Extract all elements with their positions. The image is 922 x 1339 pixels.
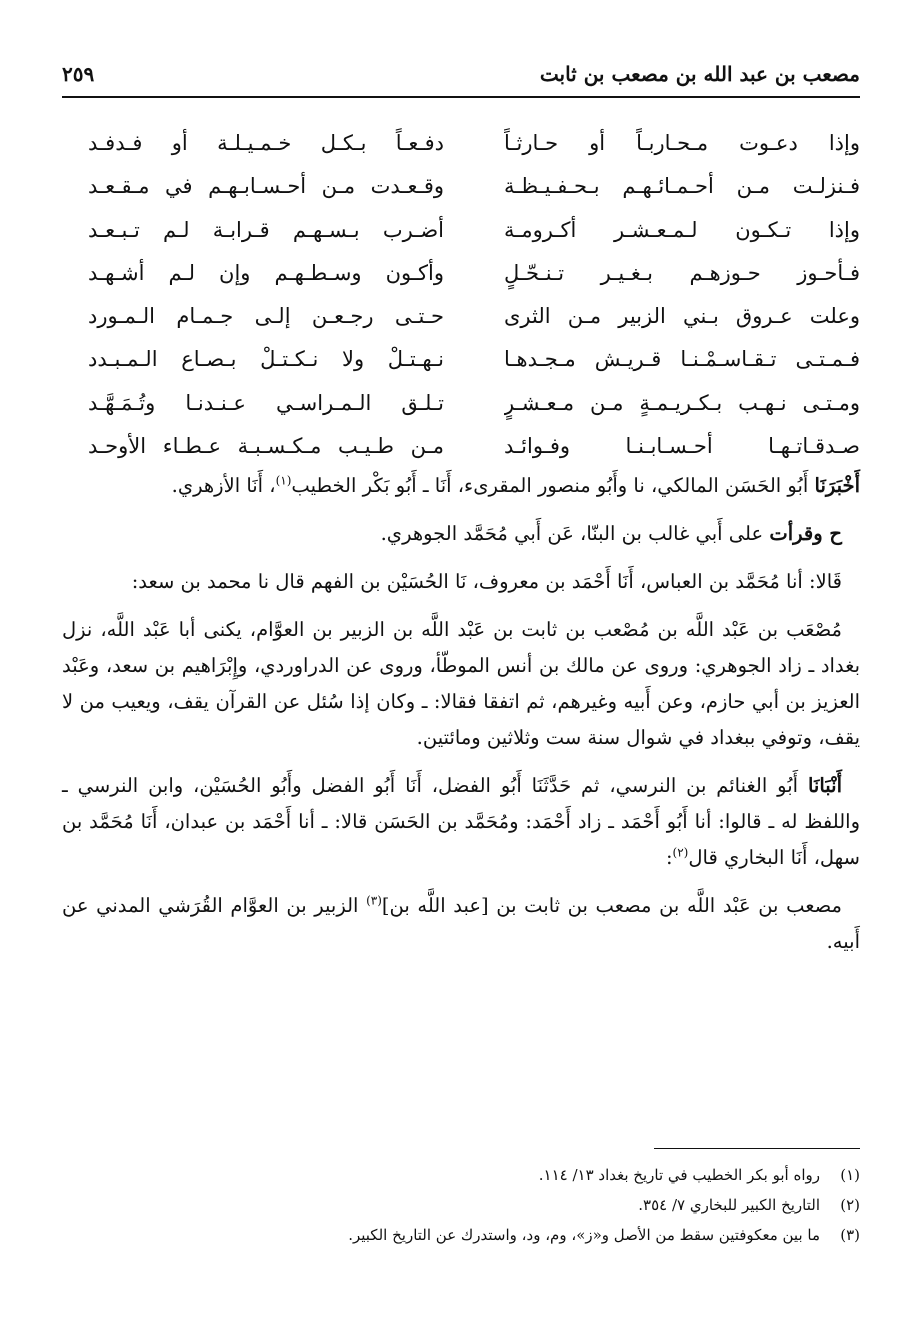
paragraph-text: على أَبي غالب بن البنّا، عَن أَبي مُحَمَّد الجوهري. <box>380 522 770 545</box>
verse-first-hemistich: فـنزلـت مـن أحـمـائـهـم بـحـفـيـظـة <box>504 174 860 199</box>
page-number: ٢٥٩ <box>62 62 95 86</box>
verse-second-hemistich: نـهـتـلْ ولا نـكـتـلْ بـصـاع الـمـبـدد <box>88 347 444 372</box>
verse-first-hemistich: صـدقـاتـهـا أحـسـابـنـا وفـوائـد <box>504 434 860 459</box>
verse-second-hemistich: أضـرب بـسـهـم قـرابـة لـم تـبـعـد <box>88 217 444 242</box>
running-title: مصعب بن عبد الله بن مصعب بن ثابت <box>539 62 860 86</box>
poem-verse <box>62 297 860 340</box>
footnote <box>62 1190 860 1220</box>
poem-verse <box>62 254 860 297</box>
footnote-text: ما بين معكوفتين سقط من الأصل و«ز»، وم، ود، واستدرك عن التاريخ الكبير. <box>348 1226 820 1244</box>
poem-verse <box>62 427 860 470</box>
narration-keyword: أَخْبَرَنَا <box>814 474 860 497</box>
poem-verse <box>62 340 860 383</box>
footnote-text: التاريخ الكبير للبخاري ٧/ ٣٥٤. <box>638 1196 820 1214</box>
footnote <box>62 1160 860 1190</box>
paragraph-text: أَبُو الحَسَن المالكي، نا وأَبُو منصور المقرىء، أَنَا ـ أَبُو بَكْر الخطيب <box>291 474 815 497</box>
poem-verse <box>62 384 860 427</box>
verse-first-hemistich: فـمـتـى تـقـاسـمْـنـا قـريـش مـجـدهـا <box>504 347 860 372</box>
verse-first-hemistich: وإذا دعـوت مـحـاربـاً أو حـارثـاً <box>504 131 860 155</box>
verse-second-hemistich: وقـعـدت مـن أحـسـابـهـم في مـقـعـد <box>88 174 444 199</box>
paragraph-text: أَبُو الغنائم بن النرسي، ثم حَدَّثَنَا أَبُو الفضل، أَنَا أَبُو الفضل وأَبُو الحُسَيْن، وابن النرسي ـ واللفظ له ـ قالوا: أنا أَبُو أَحْمَد ـ زاد أَحْمَد: ومُحَمَّد بن الحَسَن قالا: ـ أنا أَحْمَد بن عبدان، أَنَا مُحَمَّد بن سهل، أَنَا البخاري قال <box>62 774 860 869</box>
verse-first-hemistich: وعلت عـروق بـني الزبير مـن الثرى <box>504 304 860 329</box>
paragraph-text: : <box>665 846 673 869</box>
body-text <box>62 468 860 972</box>
verse-second-hemistich: تـلـق الـمـراسـي عـنـدنـا وتُـمَـهَّـد <box>88 390 444 415</box>
poem-verse <box>62 211 860 254</box>
paragraph-bukhari-quote <box>62 888 860 960</box>
footnote-number: (١) <box>840 1166 860 1184</box>
footnote-text: رواه أبو بكر الخطيب في تاريخ بغداد ١٣/ ١١٤. <box>538 1166 820 1184</box>
footnote-number: (٢) <box>840 1196 860 1214</box>
paragraph-isnad-3: قَالا: أنا مُحَمَّد بن العباس، أَنَا أَحْمَد بن معروف، نَا الحُسَيْن بن الفهم قال نا محمد بن سعد: <box>131 570 842 593</box>
verse-second-hemistich: دفـعـاً بـكـل خـمـيـلـة أو فـدفـد <box>88 131 444 155</box>
footnote-ref: (٢) <box>672 845 689 860</box>
paragraph-text: ، أَنَا الأزهري. <box>171 474 276 497</box>
paragraph-text: مصعب بن عَبْد اللَّه بن مصعب بن ثابت بن [عبد اللَّه بن] <box>381 894 842 917</box>
page-header <box>62 54 860 98</box>
footnote-divider <box>654 1148 860 1149</box>
verse-second-hemistich: حـتـى رجـعـن إلـى جـمـام الـمـورد <box>88 304 444 329</box>
poem-verse <box>62 124 860 167</box>
verse-first-hemistich: فـأحـوز حـوزهـم بـغـيـر تـنـحّـلٍ <box>504 260 860 285</box>
poem <box>62 124 860 470</box>
paragraph-isnad-1 <box>62 468 860 504</box>
poem-verse <box>62 167 860 210</box>
verse-second-hemistich: مـن طـيـب مـكـسـبـة عـطـاء الأوحـد <box>88 434 444 459</box>
footnote-ref: (١) <box>275 473 292 488</box>
verse-second-hemistich: وأكـون وسـطـهـم وإن لـم أشـهـد <box>88 260 444 285</box>
footnote-number: (٣) <box>840 1226 860 1244</box>
verse-first-hemistich: وإذا تـكـون لـمـعـشـر أكـرومـة <box>504 217 860 242</box>
paragraph-biography: مُصْعَب بن عَبْد اللَّه بن مُصْعب بن ثابت بن عَبْد اللَّه بن الزبير بن العوَّام، يكنى أبا عَبْد اللَّه، نزل بغداد ـ زاد الجوهري: وروى عن مالك بن أنس الموطّأ، وروى عن الدراوردي، وإِبْرَاهيم بن سعد، وعَبْد العزيز بن أبي حازم، وعن أَبيه وغيرهم، ثم اتفقا فقالا: ـ وكان إذا سُئل عن القرآن يقف، ويعيب من لا يقف، وتوفي ببغداد في شوال سنة ست وثلاثين ومائتين. <box>62 618 860 749</box>
footnote <box>62 1220 860 1250</box>
narration-keyword: أَنْبَانَا <box>807 774 842 797</box>
footnote-ref: (٣) <box>366 893 382 908</box>
narration-keyword: ح وقرأت <box>769 522 842 545</box>
verse-first-hemistich: ومـتـى نـهـب بـكـريـمـةٍ مـن مـعـشـرٍ <box>504 390 860 415</box>
paragraph-isnad-2 <box>62 516 860 552</box>
footnotes <box>62 1160 860 1250</box>
paragraph-text: الزبير بن العوَّام القُرَشي المدني عن أَبيه. <box>62 894 860 953</box>
paragraph-isnad-4 <box>62 768 860 876</box>
